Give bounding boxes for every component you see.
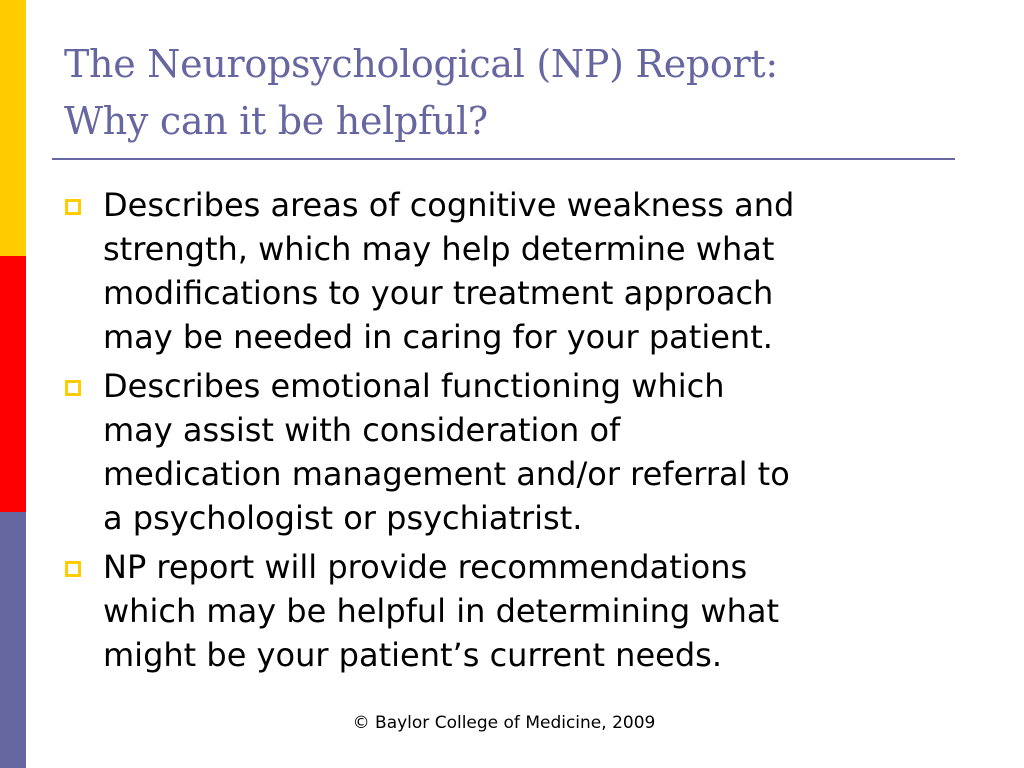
bullet-line: modifications to your treatment approach [103,274,774,312]
hollow-square-bullet-icon [65,561,81,577]
title-line-1: The Neuropsychological (NP) Report: [64,42,778,86]
bullet-line: NP report will provide recommendations [103,548,748,586]
side-stripe-yellow [0,0,26,256]
bullet-text [103,364,982,540]
bullet-line: may assist with consideration of [103,411,621,449]
bullet-line: strength, which may help determine what [103,230,775,268]
bullet-line: which may be helpful in determining what [103,592,780,630]
bullet-line: medication management and/or referral to [103,455,790,493]
bullet-line: may be needed in caring for your patient. [103,318,773,356]
bullet-list [62,183,982,682]
bullet-text [103,183,982,359]
hollow-square-bullet-icon [65,199,81,215]
bullet-item-1 [62,183,982,359]
bullet-line: a psychologist or psychiatrist. [103,499,583,537]
footer-text: © Baylor College of Medicine, 2009 [352,713,656,733]
side-stripe-red [0,256,26,512]
title-line-2: Why can it be helpful? [64,99,488,143]
title-divider [52,158,955,160]
bullet-line: Describes areas of cognitive weakness and [103,186,795,224]
bullet-line: might be your patient’s current needs. [103,636,722,674]
hollow-square-bullet-icon [65,380,81,396]
slide-title [64,36,964,150]
bullet-text [103,545,982,677]
copyright-footer [0,713,1024,733]
bullet-line: Describes emotional functioning which [103,367,725,405]
bullet-item-2 [62,364,982,540]
bullet-item-3 [62,545,982,677]
